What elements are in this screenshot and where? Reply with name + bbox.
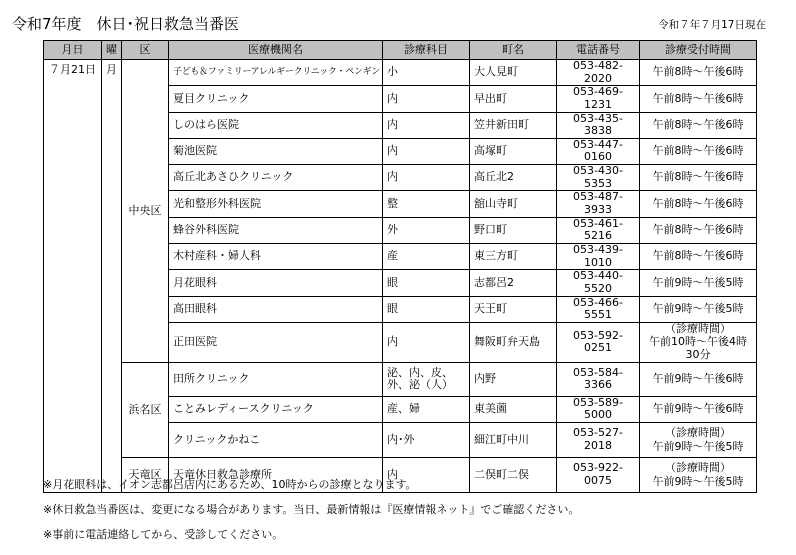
hours-note: （診療時間） (664, 425, 731, 439)
header-ward: 区 (122, 41, 169, 60)
institution-cell: 天竜休日救急診療所 (169, 458, 383, 493)
header-month-day: 月日 (44, 41, 102, 60)
hours-cell: 午前8時～午後6時 (639, 243, 756, 269)
hours-cell: 午前9時～午後5時 (639, 296, 756, 322)
town-cell: 高塚町 (469, 138, 556, 164)
hours-cell: 午前8時～午後6時 (639, 191, 756, 217)
institution-cell: 田所クリニック (169, 362, 383, 396)
as-of-date: 令和７年７月17日現在 (658, 19, 766, 31)
town-cell: 天王町 (469, 296, 556, 322)
institution-cell: 高丘北あさひクリニック (169, 165, 383, 191)
hours-note: （診療時間） (664, 460, 731, 474)
institution-cell: 夏目クリニック (169, 86, 383, 112)
hours-cell: 午前8時～午後6時 (639, 138, 756, 164)
institution-cell: 菊池医院 (169, 138, 383, 164)
ward-cell: 天竜区 (122, 458, 169, 493)
hours-note: （診療時間） (664, 321, 731, 335)
institution-cell: しのはら医院 (169, 112, 383, 138)
town-cell: 野口町 (469, 217, 556, 243)
hours-cell: 午前9時～午後6時 (639, 362, 756, 396)
phone-cell: 053-922-0075 (556, 458, 639, 493)
month-day-cell: ７月21日 (44, 60, 102, 493)
note-schedule-change: ※休日救急当番医は、変更になる場合があります。当日、最新情報は『医療情報ネット』でご確認ください。 (43, 503, 580, 516)
dept-cell: 内 (382, 138, 469, 164)
town-cell: 東三方町 (469, 243, 556, 269)
town-cell: 東美薗 (469, 396, 556, 422)
phone-cell: 053-439-1010 (556, 243, 639, 269)
header-phone: 電話番号 (556, 41, 639, 60)
dept-cell: 泌、内、皮、外、泌（人） (382, 362, 469, 396)
town-cell: 笠井新田町 (469, 112, 556, 138)
hours-cell (639, 458, 756, 493)
town-cell: 志都呂2 (469, 270, 556, 296)
page-title: 令和7年度 休日･祝日救急当番医 (12, 15, 240, 33)
note-store-hours: ※月花眼科は、イオン志都呂店内にあるため、10時からの診療となります。 (43, 478, 417, 491)
phone-cell: 053-487-3933 (556, 191, 639, 217)
town-cell: 舞阪町弁天島 (469, 322, 556, 362)
ward-cell: 浜名区 (122, 362, 169, 457)
hours-cell (639, 322, 756, 362)
header-institution: 医療機関名 (169, 41, 383, 60)
table-row (44, 362, 757, 396)
institution-cell: ことみレディースクリニック (169, 396, 383, 422)
note-call-ahead: ※事前に電話連絡してから、受診してください。 (43, 528, 284, 541)
dept-cell: 産 (382, 243, 469, 269)
weekday-cell: 月 (102, 60, 122, 493)
phone-cell: 053-527-2018 (556, 423, 639, 458)
dept-cell: 外 (382, 217, 469, 243)
institution-cell: 光和整形外科医院 (169, 191, 383, 217)
hours-cell: 午前8時～午後6時 (639, 112, 756, 138)
institution-cell: 蜂谷外科医院 (169, 217, 383, 243)
town-cell: 大人見町 (469, 60, 556, 86)
institution-cell: 月花眼科 (169, 270, 383, 296)
hours-cell: 午前8時～午後6時 (639, 86, 756, 112)
table-header-row (44, 41, 757, 60)
dept-cell: 産、婦 (382, 396, 469, 422)
duty-doctor-table (43, 40, 757, 493)
dept-cell: 内 (382, 165, 469, 191)
institution-cell: 木村産科・婦人科 (169, 243, 383, 269)
institution-cell: 正田医院 (169, 322, 383, 362)
phone-cell: 053-461-5216 (556, 217, 639, 243)
header-hours: 診療受付時間 (639, 41, 756, 60)
institution-cell: 子ども＆ファミリーアレルギークリニック・ペンギン (169, 60, 383, 86)
hours-cell: 午前8時～午後6時 (639, 165, 756, 191)
dept-cell: 眼 (382, 296, 469, 322)
hours-cell (639, 423, 756, 458)
town-cell: 高丘北2 (469, 165, 556, 191)
phone-cell: 053-435-3838 (556, 112, 639, 138)
phone-cell: 053-592-0251 (556, 322, 639, 362)
phone-cell: 053-584-3366 (556, 362, 639, 396)
dept-cell: 小 (382, 60, 469, 86)
hours-text: 午前9時～午後5時 (652, 439, 744, 453)
phone-cell: 053-469-1231 (556, 86, 639, 112)
phone-cell: 053-440-5520 (556, 270, 639, 296)
header-weekday: 曜 (102, 41, 122, 60)
dept-cell: 整 (382, 191, 469, 217)
dept-cell: 内 (382, 112, 469, 138)
dept-cell: 眼 (382, 270, 469, 296)
hours-cell: 午前9時～午後6時 (639, 396, 756, 422)
ward-cell: 中央区 (122, 60, 169, 363)
town-cell: 二俣町二俣 (469, 458, 556, 493)
dept-cell: 内 (382, 322, 469, 362)
town-cell: 細江町中川 (469, 423, 556, 458)
header-town: 町名 (469, 41, 556, 60)
phone-cell: 053-430-5353 (556, 165, 639, 191)
hours-cell: 午前9時～午後5時 (639, 270, 756, 296)
dept-cell: 内 (382, 86, 469, 112)
phone-cell: 053-466-5551 (556, 296, 639, 322)
hours-cell: 午前8時～午後6時 (639, 217, 756, 243)
hours-text: 午前10時～午後4時30分 (648, 335, 747, 362)
town-cell: 内野 (469, 362, 556, 396)
hours-text: 午前9時～午後5時 (652, 474, 744, 488)
phone-cell: 053-447-0160 (556, 138, 639, 164)
town-cell: 早出町 (469, 86, 556, 112)
phone-cell: 053-589-5000 (556, 396, 639, 422)
institution-cell: クリニックかねこ (169, 423, 383, 458)
institution-cell: 高田眼科 (169, 296, 383, 322)
dept-cell: 内･外 (382, 423, 469, 458)
town-cell: 舘山寺町 (469, 191, 556, 217)
table-row (44, 60, 757, 86)
hours-cell: 午前8時～午後6時 (639, 60, 756, 86)
phone-cell: 053-482-2020 (556, 60, 639, 86)
header-dept: 診療科目 (382, 41, 469, 60)
dept-cell: 内 (382, 458, 469, 493)
